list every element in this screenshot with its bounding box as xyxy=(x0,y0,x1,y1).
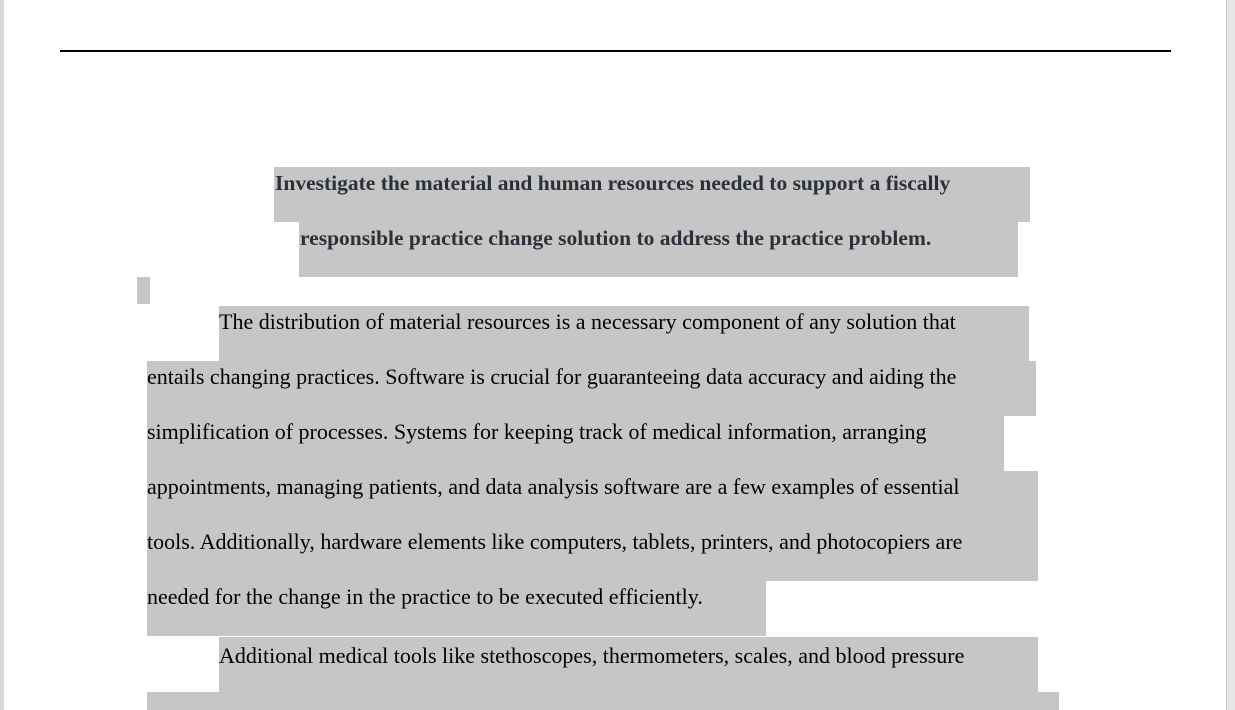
header-rule xyxy=(60,50,1171,52)
paragraph-mark-selection xyxy=(137,277,150,304)
vertical-scrollbar[interactable] xyxy=(1226,0,1235,710)
paragraph1-line-2: entails changing practices. Software is crucial for guaranteeing data accuracy and aiding the xyxy=(147,361,1036,416)
paragraph1-line-5: tools. Additionally, hardware elements like computers, tablets, printers, and photocopiers are xyxy=(147,526,1038,581)
heading-line-1: Investigate the material and human resources needed to support a fiscally xyxy=(274,167,1030,222)
paragraph1-line-4: appointments, managing patients, and data analysis software are a few examples of essential xyxy=(147,471,1038,526)
paragraph2-line-1: Additional medical tools like stethoscopes, thermometers, scales, and blood pressure xyxy=(219,637,1038,692)
page-left-edge xyxy=(0,0,4,710)
paragraph1-line-6: needed for the change in the practice to be executed efficiently. xyxy=(147,581,766,636)
paragraph2-line-2-partial xyxy=(147,692,1059,710)
paragraph1-line-1: The distribution of material resources is a necessary component of any solution that xyxy=(219,306,1029,361)
paragraph1-line-3: simplification of processes. Systems for keeping track of medical information, arranging xyxy=(147,416,1004,471)
heading-line-2: responsible practice change solution to address the practice problem. xyxy=(299,222,1018,277)
